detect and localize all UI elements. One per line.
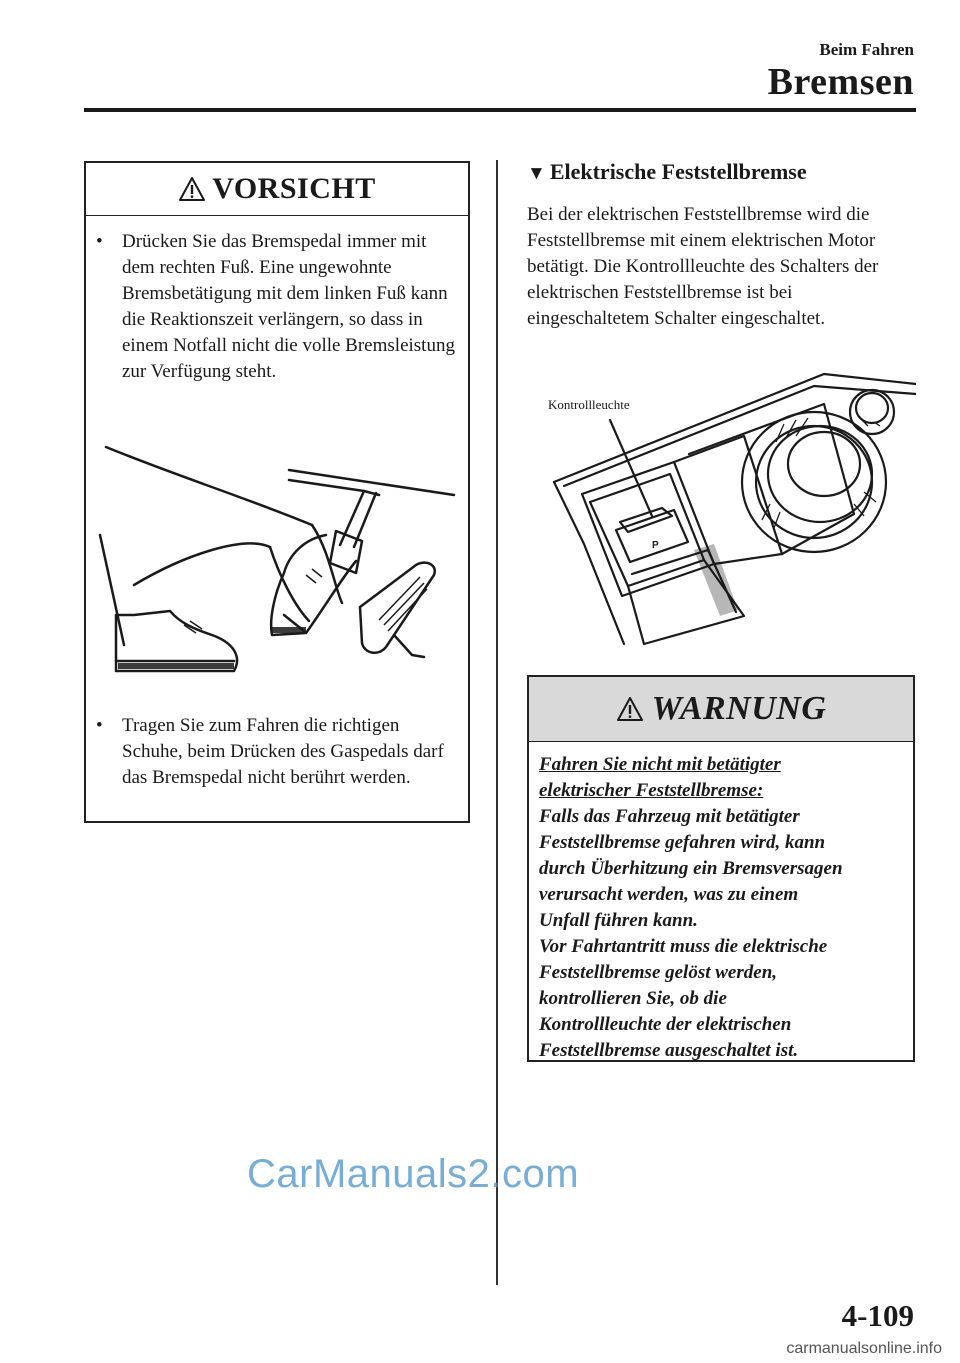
column-divider bbox=[496, 160, 498, 1285]
header-rule bbox=[84, 108, 916, 112]
warning-heading-line: elektrischer Feststellbremse: bbox=[539, 780, 764, 801]
warning-line: Feststellbremse gelöst werden, bbox=[539, 962, 778, 983]
footer-site-link[interactable]: carmanualsonline.info bbox=[786, 1340, 942, 1357]
warning-line: Kontrollleuchte der elektrischen bbox=[539, 1014, 792, 1035]
watermark: CarManuals2.com bbox=[247, 1152, 580, 1196]
warning-title: WARNUNG bbox=[651, 690, 827, 727]
warning-line: Falls das Fahrzeug mit betätigter bbox=[539, 806, 800, 827]
switch-p-symbol: P bbox=[652, 540, 659, 551]
warning-line: Feststellbremse ausgeschaltet ist. bbox=[539, 1040, 799, 1061]
warning-line: Vor Fahrtantritt muss die elektrische bbox=[539, 936, 828, 957]
warning-line: verursacht werden, was zu einem bbox=[539, 884, 799, 905]
callout-label: Kontrollleuchte bbox=[548, 397, 630, 412]
running-header bbox=[768, 40, 914, 104]
bullet-dot: • bbox=[96, 715, 103, 736]
page-number: 4-109 bbox=[841, 1298, 914, 1333]
bullet-dot: • bbox=[96, 231, 103, 252]
warning-triangle-icon bbox=[178, 176, 206, 202]
caution-title: VORSICHT bbox=[212, 172, 376, 205]
caution-box bbox=[84, 161, 470, 823]
warning-line: kontrollieren Sie, ob die bbox=[539, 988, 727, 1009]
caution-bullet bbox=[96, 713, 456, 791]
warning-text bbox=[539, 752, 907, 1064]
warning-line: Unfall führen kann. bbox=[539, 910, 698, 931]
warning-heading-line: Fahren Sie nicht mit betätigter bbox=[539, 754, 781, 775]
warning-box bbox=[527, 675, 915, 1062]
warning-header bbox=[529, 677, 913, 742]
body-paragraph: Bei der elektrischen Feststellbremse wird die Feststellbremse mit einem elektrischen Motor betätigt. Die Kontrollleuchte des Schalters der elektrischen Feststellbremse ist bei eingeschaltetem Schalter eingeschaltet. bbox=[527, 204, 879, 329]
pedal-foot-illustration bbox=[94, 435, 460, 685]
warning-line: Feststellbremse gefahren wird, kann bbox=[539, 832, 826, 853]
warning-line: durch Überhitzung ein Bremsversagen bbox=[539, 858, 843, 879]
warning-triangle-icon bbox=[616, 696, 644, 722]
subsection-title: Elektrische Feststellbremse bbox=[549, 159, 807, 184]
caution-bullet bbox=[96, 229, 456, 385]
bullet-text: Tragen Sie zum Fahren die richtigen Schuhe, beim Drücken des Gaspedals darf das Bremspedal nicht berührt werden. bbox=[122, 715, 444, 788]
bullet-text: Drücken Sie das Bremspedal immer mit dem rechten Fuß. Eine ungewohnte Bremsbetätigung mit dem linken Fuß kann die Reaktionszeit verlängern, so dass in einem Notfall nicht die volle Bremsleistung zur Verfügung steht. bbox=[122, 231, 455, 382]
caution-header bbox=[86, 163, 468, 216]
section-name: Beim Fahren bbox=[819, 40, 914, 59]
subsection-heading bbox=[527, 158, 807, 188]
heading-marker: ▼ bbox=[527, 163, 546, 184]
chapter-title: Bremsen bbox=[767, 61, 914, 103]
